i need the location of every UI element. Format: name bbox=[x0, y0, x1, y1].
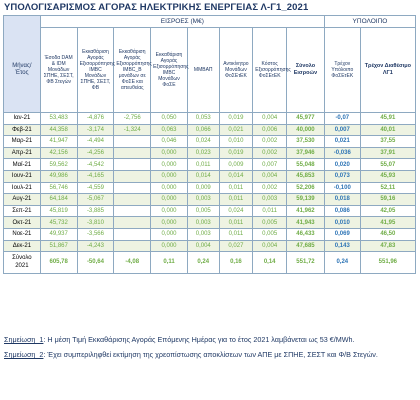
table-cell: Δεκ-21 bbox=[4, 240, 41, 252]
table-cell: 41,95 bbox=[360, 217, 415, 229]
table-cell: -3,174 bbox=[77, 124, 114, 136]
group-header-inflows: ΕΙΣΡΟΕΣ (Μ€) bbox=[40, 16, 324, 28]
total-cell: -50,64 bbox=[77, 252, 114, 274]
table-cell: 0,019 bbox=[219, 147, 253, 159]
table-cell: 0,010 bbox=[219, 136, 253, 148]
table-cell bbox=[114, 147, 151, 159]
col-header-balancing-cost: Κόστος Εξισορρόπησης ΦοΣΕτΕΚ bbox=[253, 28, 287, 113]
table-cell: 0,011 bbox=[219, 217, 253, 229]
table-cell: -4,165 bbox=[77, 170, 114, 182]
group-header-balance: ΥΠΟΛΟΙΠΟ bbox=[324, 16, 415, 28]
table-cell: 0,009 bbox=[219, 159, 253, 171]
table-cell: 0,005 bbox=[253, 228, 287, 240]
col-header-mmvap: ΜΜΒΑΠ bbox=[187, 28, 219, 113]
note-1-label: Σημείωση_1 bbox=[4, 335, 44, 344]
table-cell: 0,143 bbox=[324, 240, 360, 252]
total-cell: 0,16 bbox=[219, 252, 253, 274]
table-cell: 0,021 bbox=[219, 124, 253, 136]
table-cell: 0,014 bbox=[187, 170, 219, 182]
table-body bbox=[4, 113, 416, 274]
table-cell: 0,003 bbox=[187, 194, 219, 206]
table-cell: 0,000 bbox=[151, 147, 188, 159]
table-cell: 45,819 bbox=[40, 205, 77, 217]
group-header-blank bbox=[4, 16, 41, 28]
table-cell: 0,000 bbox=[151, 170, 188, 182]
table-cell: -5,067 bbox=[77, 194, 114, 206]
table-cell: 0,007 bbox=[253, 159, 287, 171]
table-cell: 0,086 bbox=[324, 205, 360, 217]
table-cell: 0,021 bbox=[324, 136, 360, 148]
table-row bbox=[4, 170, 416, 182]
col-header-available: Τρέχον Διαθέσιμο ΛΓ1 bbox=[360, 28, 415, 113]
total-cell: Σύνολο 2021 bbox=[4, 252, 41, 274]
table-cell: 49,986 bbox=[40, 170, 77, 182]
table-cell: 0,050 bbox=[151, 113, 188, 125]
table-cell: 59,16 bbox=[360, 194, 415, 206]
table-cell: Νοε-21 bbox=[4, 228, 41, 240]
note-1 bbox=[4, 335, 414, 345]
table-cell: -1,324 bbox=[114, 124, 151, 136]
column-headers bbox=[4, 28, 416, 113]
table-cell: 0,002 bbox=[253, 136, 287, 148]
table-row bbox=[4, 205, 416, 217]
table-cell: 0,003 bbox=[187, 217, 219, 229]
table-cell: 47,83 bbox=[360, 240, 415, 252]
table-cell: 0,046 bbox=[151, 136, 188, 148]
col-header-total-inflows: Σύνολο Εισροών bbox=[287, 28, 325, 113]
total-cell: 0,14 bbox=[253, 252, 287, 274]
table-cell: 0,005 bbox=[187, 205, 219, 217]
table-cell: -4,876 bbox=[77, 113, 114, 125]
table-cell: -3,810 bbox=[77, 217, 114, 229]
total-cell: 0,24 bbox=[187, 252, 219, 274]
table-cell: 37,55 bbox=[360, 136, 415, 148]
total-cell: -4,08 bbox=[114, 252, 151, 274]
table-cell: 45,91 bbox=[360, 113, 415, 125]
table-cell: 0,005 bbox=[253, 217, 287, 229]
table-cell bbox=[114, 159, 151, 171]
table-cell: 0,069 bbox=[324, 228, 360, 240]
table-cell bbox=[114, 228, 151, 240]
col-header-disincentive: Αντικίνητρο Μονάδων ΦοΣΕτΕΚ bbox=[219, 28, 253, 113]
table-cell: -3,566 bbox=[77, 228, 114, 240]
table-cell: 0,002 bbox=[253, 182, 287, 194]
table-cell: 0,066 bbox=[187, 124, 219, 136]
table-cell: -0,100 bbox=[324, 182, 360, 194]
table-cell: 40,01 bbox=[360, 124, 415, 136]
table-cell bbox=[114, 194, 151, 206]
table-cell: 40,000 bbox=[287, 124, 325, 136]
table-cell: 0,004 bbox=[253, 240, 287, 252]
table-cell: 59,139 bbox=[287, 194, 325, 206]
table-cell: Ιουν-21 bbox=[4, 170, 41, 182]
table-cell: 41,947 bbox=[40, 136, 77, 148]
total-cell: 551,72 bbox=[287, 252, 325, 274]
table-cell: 37,946 bbox=[287, 147, 325, 159]
total-cell: 0,11 bbox=[151, 252, 188, 274]
table-cell: 44,358 bbox=[40, 124, 77, 136]
table-row bbox=[4, 217, 416, 229]
table-cell: -0,036 bbox=[324, 147, 360, 159]
table-cell: Ιουλ-21 bbox=[4, 182, 41, 194]
table-cell: 0,000 bbox=[151, 228, 188, 240]
table-cell: 0,024 bbox=[219, 205, 253, 217]
table-cell: 0,014 bbox=[219, 170, 253, 182]
table-cell: 59,562 bbox=[40, 159, 77, 171]
table-cell: 0,006 bbox=[253, 124, 287, 136]
col-header-current-balance: Τρέχον Υπόλοιπο ΦοΣΕτΕΚ bbox=[324, 28, 360, 113]
table-cell: -3,885 bbox=[77, 205, 114, 217]
table-cell: 0,020 bbox=[324, 159, 360, 171]
table-cell: -2,756 bbox=[114, 113, 151, 125]
table-cell: -4,243 bbox=[77, 240, 114, 252]
table-cell: 0,000 bbox=[151, 159, 188, 171]
table-cell bbox=[114, 205, 151, 217]
notes bbox=[4, 335, 414, 365]
total-cell: 0,24 bbox=[324, 252, 360, 274]
table-cell: 46,433 bbox=[287, 228, 325, 240]
table-cell: 0,003 bbox=[253, 194, 287, 206]
table-cell: 0,003 bbox=[187, 228, 219, 240]
table-row bbox=[4, 182, 416, 194]
col-header-dam-idm: Έσοδα DAM & IDM Μονάδων ΣΠΗΕ, ΣΕΣΤ, ΦΒ Στεγών bbox=[40, 28, 77, 113]
table-cell: 41,943 bbox=[287, 217, 325, 229]
table-cell: Απρ-21 bbox=[4, 147, 41, 159]
table-cell: 0,000 bbox=[151, 217, 188, 229]
total-cell: 551,96 bbox=[360, 252, 415, 274]
table-cell: 0,004 bbox=[253, 170, 287, 182]
table-row bbox=[4, 228, 416, 240]
table-cell: 56,746 bbox=[40, 182, 77, 194]
table-cell: -4,559 bbox=[77, 182, 114, 194]
table-cell bbox=[114, 136, 151, 148]
table-cell: 42,156 bbox=[40, 147, 77, 159]
col-header-imbc-b: Εκκαθάριση Αγοράς Εξισορρόπησης IMBC_B μονάδων σε ΦοΣΕ και απευθείας bbox=[114, 28, 151, 113]
table-cell: 64,184 bbox=[40, 194, 77, 206]
page-title: ΥΠΟΛΟΓΙΣΑΡΙΣΜΟΣ ΑΓΟΡΑΣ ΗΛΕΚΤΡΙΚΗΣ ΕΝΕΡΓΕΙΑΣ Λ-Γ1_2021 bbox=[4, 2, 309, 13]
table-cell: 52,206 bbox=[287, 182, 325, 194]
note-2-text: : Έχει συμπεριληφθεί εκτίμηση της χρεοπίστωσης αποκλίσεων των ΑΠΕ με ΣΠΗΕ, ΣΕΣΤ και Φ/Β Στεγών. bbox=[43, 350, 378, 359]
table-cell: 0,011 bbox=[219, 228, 253, 240]
table-cell: -4,494 bbox=[77, 136, 114, 148]
note-2-label: Σημείωση_2 bbox=[4, 350, 44, 359]
table-cell: 0,011 bbox=[253, 205, 287, 217]
table-cell: Μαρ-21 bbox=[4, 136, 41, 148]
table-cell: 41,962 bbox=[287, 205, 325, 217]
table-row bbox=[4, 147, 416, 159]
table-cell: 0,073 bbox=[324, 170, 360, 182]
table-cell: -4,256 bbox=[77, 147, 114, 159]
table-cell: Μαϊ-21 bbox=[4, 159, 41, 171]
total-cell: 605,78 bbox=[40, 252, 77, 274]
table-cell: 0,019 bbox=[219, 113, 253, 125]
table-cell: 0,053 bbox=[187, 113, 219, 125]
table-cell: Φεβ-21 bbox=[4, 124, 41, 136]
note-1-text: : Η μέση Τιμή Εκκαθάρισης Αγοράς Επόμενης Ημέρας για το έτος 2021 λαμβάνεται ως 53 €/MWh. bbox=[43, 335, 355, 344]
note-2 bbox=[4, 350, 414, 360]
table-cell: 0,002 bbox=[253, 147, 287, 159]
table-cell: 0,063 bbox=[151, 124, 188, 136]
table-cell: Αυγ-21 bbox=[4, 194, 41, 206]
table-cell: 0,000 bbox=[151, 182, 188, 194]
table-cell: 0,007 bbox=[324, 124, 360, 136]
table-cell: Σεπ-21 bbox=[4, 205, 41, 217]
table-cell: 55,048 bbox=[287, 159, 325, 171]
table-cell: 0,027 bbox=[219, 240, 253, 252]
table-cell: -4,542 bbox=[77, 159, 114, 171]
table-cell: 0,010 bbox=[324, 217, 360, 229]
table-cell: 45,977 bbox=[287, 113, 325, 125]
table-cell: 0,000 bbox=[151, 240, 188, 252]
table-cell: 45,853 bbox=[287, 170, 325, 182]
table-cell bbox=[114, 240, 151, 252]
table-cell: 52,11 bbox=[360, 182, 415, 194]
table-row bbox=[4, 113, 416, 125]
table-cell: 45,732 bbox=[40, 217, 77, 229]
table-cell: -0,07 bbox=[324, 113, 360, 125]
table-cell: 0,011 bbox=[219, 182, 253, 194]
table-row bbox=[4, 159, 416, 171]
table-cell: 47,685 bbox=[287, 240, 325, 252]
table-cell: 37,91 bbox=[360, 147, 415, 159]
balance-table bbox=[3, 15, 416, 274]
col-header-imbc: Εκκαθάριση Αγοράς Εξισορρόπησης IMBC Μονάδων ΣΠΗΕ, ΣΕΣΤ, ΦΒ bbox=[77, 28, 114, 113]
table-row bbox=[4, 194, 416, 206]
table-cell: 45,93 bbox=[360, 170, 415, 182]
table-cell: 0,009 bbox=[187, 182, 219, 194]
table-cell: 42,05 bbox=[360, 205, 415, 217]
col-header-month: Μήνας/ Έτος bbox=[4, 28, 41, 113]
table-cell: 0,024 bbox=[187, 136, 219, 148]
table-cell: 46,50 bbox=[360, 228, 415, 240]
table-cell: 0,004 bbox=[253, 113, 287, 125]
table-row bbox=[4, 136, 416, 148]
table-cell: 51,867 bbox=[40, 240, 77, 252]
table-row bbox=[4, 124, 416, 136]
table-cell: 49,937 bbox=[40, 228, 77, 240]
table-row bbox=[4, 240, 416, 252]
table-cell: 0,023 bbox=[187, 147, 219, 159]
table-cell: 0,000 bbox=[151, 194, 188, 206]
table-cell: 0,004 bbox=[187, 240, 219, 252]
table-cell: Ιαν-21 bbox=[4, 113, 41, 125]
table-cell bbox=[114, 182, 151, 194]
table-cell: 0,018 bbox=[324, 194, 360, 206]
table-cell: 0,011 bbox=[187, 159, 219, 171]
col-header-imbc-fose: Εκκαθάριση Αγοράς Εξισορρόπησης IMBC Μονάδων ΦοΣΕ bbox=[151, 28, 188, 113]
table-cell: Οκτ-21 bbox=[4, 217, 41, 229]
total-row bbox=[4, 252, 416, 274]
table-cell: 37,530 bbox=[287, 136, 325, 148]
table-cell: 53,483 bbox=[40, 113, 77, 125]
table-cell: 0,000 bbox=[151, 205, 188, 217]
table-cell: 55,07 bbox=[360, 159, 415, 171]
table-cell bbox=[114, 170, 151, 182]
table-cell bbox=[114, 217, 151, 229]
table-cell: 0,011 bbox=[219, 194, 253, 206]
